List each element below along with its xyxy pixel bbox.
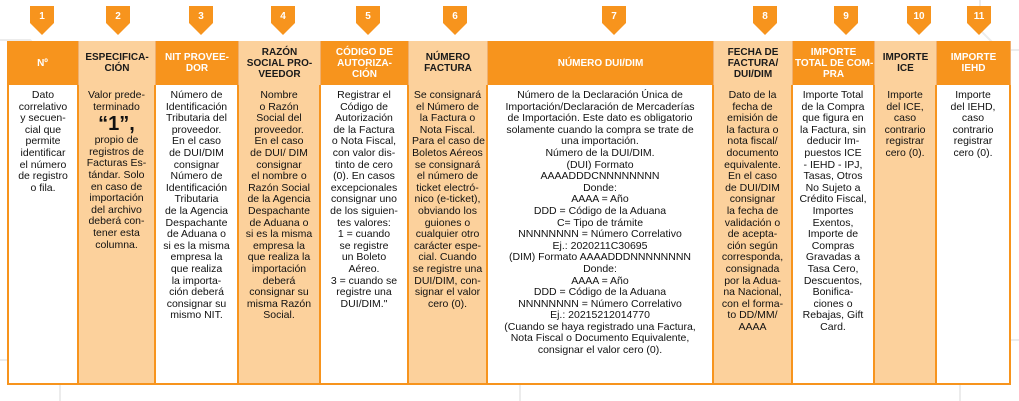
description-line: o fila. [30,181,56,194]
marker-arrow-icon [105,6,131,36]
description-line: solamente cuando la compra se trate de [506,123,694,136]
description-line: Importes [812,204,854,217]
description-line: Nota Fiscal. [419,123,476,136]
description-line: Social. [263,309,295,322]
header-cell: NÚMERO DUI/DIM [488,41,714,85]
description-line: Donde: [583,262,617,275]
description-line: 3 = cuando se [330,274,398,287]
column-description [409,85,488,385]
description-line: excepcionales [330,181,398,194]
description-line: nota fiscal/ [727,135,778,148]
description-line: Importación/Declaración de Mercaderías [505,100,695,113]
description-line: proveedor. [254,123,304,136]
description-line: C= Tipo de trámite [556,216,644,229]
description-line: consignar el valor cero (0). [537,344,663,357]
header-cell: IMPORTE TOTAL DE COM- PRA [793,41,875,85]
description-line: registrar [885,135,925,148]
header-cell: IMPORTE IEHD [937,41,1011,85]
description-line: del archivo [91,203,142,216]
description-line: emisión de [727,112,778,125]
description-line: la fecha de [726,204,779,217]
marker-arrow-icon [188,6,214,36]
description-line: ciones o [813,297,853,310]
description-line: cero (0). [953,146,993,159]
description-line: (0). En casos [333,170,395,183]
description-line: caso [961,112,985,125]
description-line: consignar su [166,297,227,310]
description-line: DUI/DIM, con- [414,274,481,287]
description-line: mismo NIT. [170,309,223,322]
description-line: de la Compra [801,100,865,113]
marker-arrow-icon [270,6,296,36]
description-line: na Nacional, [723,286,782,299]
description-line: la importa- [171,274,222,287]
marker-arrow-icon [355,6,381,36]
column-description [488,85,714,385]
description-line: Donde: [583,181,617,194]
description-line: NNNNNNNN = Número Correlativo [518,297,682,310]
marker-number: 6 [452,11,458,22]
description-line: de la Agencia [164,204,229,217]
description-line: Rebajas, Gift [802,309,864,322]
description-line: columna. [95,238,138,251]
column-description [156,85,239,385]
marker-number: 3 [198,11,204,22]
header-cell: NÚMERO FACTURA [409,41,488,85]
description-line: 1 = cuando [337,228,391,241]
description-line: Gravadas a [805,251,861,264]
description-line: permite [25,135,61,148]
description-line: consignar [256,158,302,171]
description-line: Descuentos, [803,274,863,287]
description-line: deberá con- [88,215,145,228]
description-line: Número de [170,170,223,183]
description-line: AAAA = Año [571,274,629,287]
description-line: importación [89,192,144,205]
description-line: la Factura, sin [800,123,866,136]
description-line: se registre una [412,262,483,275]
description-line: propio de [94,134,139,147]
description-line: cero (0). [427,297,468,310]
column-description [875,85,937,385]
description-line: se consignará [414,158,481,171]
description-line: de Aduana o [167,228,226,241]
description-line: Identificación [165,100,228,113]
description-line: signar el valor [414,286,481,299]
column-description [937,85,1011,385]
description-line: En el caso [254,135,304,148]
description-line: obviando los [418,204,477,217]
description-line: registrar [953,135,993,148]
header-cell: CÓDIGO DE AUTORIZA- CIÓN [321,41,409,85]
table-row [7,85,1011,385]
description-line: - IEHD - IPJ, [803,158,863,171]
description-line: (DIM) Formato AAAADDDNNNNNNNN [508,251,691,264]
description-line: contrario [952,123,994,136]
description-line: un Boleto [341,251,387,264]
description-line: deducir Im- [806,135,860,148]
marker-number: 10 [913,11,925,22]
description-line: puestos ICE [804,146,862,159]
description-line: Exentos, [812,216,854,229]
description-line: Autorización [335,112,393,125]
description-line: Identificación [165,181,228,194]
description-line: registre una [336,286,392,299]
description-line: AAAA = Año [571,193,629,206]
description-line: que realiza [170,262,223,275]
description-line: Razón Social [248,181,310,194]
description-line: con el forma- [721,297,784,310]
table-header-row [7,41,1011,85]
description-line: se registre [339,239,389,252]
column-description [239,85,321,385]
description-line: consignar su [249,286,309,299]
description-line: y secuen- [20,112,66,125]
description-line: contrario [884,123,926,136]
description-line: to DD/MM/ [727,309,778,322]
description-line: AAAA [738,320,767,333]
description-line: tener esta [93,226,140,239]
description-line: guiones o [424,216,471,229]
description-line: Importe Total [802,89,864,101]
description-line: de DUI/ DIM [250,146,308,159]
description-line: Para el caso de [412,135,485,148]
column-description [793,85,875,385]
description-line: cero (0). [885,146,925,159]
description-line: Nombre [260,89,298,101]
description-line: consignar [173,158,220,171]
description-line: si es la misma [163,239,230,252]
description-line: con valor dis- [332,146,396,159]
description-line: ticket electró- [416,181,479,194]
description-line: (Cuando se haya registrado una Factura, [504,320,696,333]
column-description [714,85,793,385]
description-line: Card. [820,320,846,333]
description-line: validación o [724,216,781,229]
description-line: Social del [256,112,302,125]
description-line: Ej.: 2020211C30695 [552,239,648,252]
marker-arrow-icon [601,6,627,36]
description-line: fecha de [732,100,773,113]
description-line: proveedor. [171,123,222,136]
description-line: Registrar el [337,89,391,101]
description-line: empresa la [170,251,223,264]
description-line: Número de la Declaración Única de [517,89,683,101]
description-line: cial. Cuando [418,251,477,264]
purchase-register-spec-table [7,41,1011,385]
marker-number: 7 [611,11,617,22]
description-line: Importe [955,89,991,101]
description-line: Se consignará [413,89,482,101]
description-line: cial que [24,123,62,136]
description-line: de DUI/DIM [725,181,780,194]
description-line: ción según [727,239,778,252]
description-line: caso [893,112,917,125]
description-line: del IEHD, [950,100,996,113]
description-line: o Nota Fiscal, [331,135,397,148]
marker-number: 2 [115,11,121,22]
description-line: DDD = Código de la Aduana [533,204,667,217]
description-line: Dato [31,89,55,101]
description-line: NNNNNNNN = Número Correlativo [518,228,682,241]
description-line: Código de [340,100,388,113]
marker-number: 1 [39,11,45,22]
description-line: consignada [725,262,780,275]
description-line: el Número de [415,100,480,113]
description-line: de Importación. Este dato es obligatorio [507,112,693,125]
description-line: Despachante [248,204,310,217]
description-line: (DUI) Formato [566,158,634,171]
description-line: Número de la DUI/DIM. [545,146,655,159]
description-line: nico (e-ticket), [414,193,481,206]
description-line: corresponda, [721,251,784,264]
description-line: de la Factura [333,123,395,136]
description-line: la Factura o [419,112,476,125]
default-value: “1”, [98,113,135,136]
description-line: Tributaria [174,193,219,206]
description-line: Compras [811,239,855,252]
description-line: Número de [170,89,223,101]
description-line: una importación. [561,135,639,148]
description-line: Tasa Cero, [807,262,859,275]
description-line: Boletos Aéreos [412,146,483,159]
marker-number: 5 [365,11,371,22]
description-line: empresa la [253,239,305,252]
description-line: Dato de la [728,89,777,101]
marker-number: 9 [843,11,849,22]
column-description [321,85,409,385]
marker-arrow-icon [833,6,859,36]
header-cell: ESPECIFICA- CIÓN [79,41,156,85]
description-line: consignar uno [331,193,397,206]
description-line: Importe de [807,228,859,241]
description-line: Importe [887,89,923,101]
description-line: Ej.: 20215212014770 [550,309,650,322]
description-line: de la Agencia [247,193,311,206]
description-line: identificar [20,146,66,159]
marker-arrow-icon [442,6,468,36]
marker-number: 8 [762,11,768,22]
marker-arrow-icon [906,6,932,36]
description-line: equivalente. [724,158,781,171]
description-line: Facturas Es- [86,157,147,170]
description-line: tes valores: [337,216,391,229]
description-line: No Sujeto a [805,181,861,194]
description-line: cualquier otro [415,228,480,241]
description-line: carácter espe- [413,239,482,252]
column-description [79,85,156,385]
description-line: registros de [89,145,144,158]
description-line: deberá [262,274,296,287]
description-line: tándar. Solo [88,168,145,181]
description-line: o Razón [259,100,299,113]
header-cell: NIT PROVEE- DOR [156,41,239,85]
description-line: correlativo [18,100,68,113]
marker-arrow-icon [29,6,55,36]
column-number-markers [0,0,1019,41]
description-line: Bonifica- [812,286,854,299]
description-line: si es la misma [245,228,313,241]
description-line: tinto de cero [335,158,393,171]
description-line: consignar [729,193,776,206]
marker-arrow-icon [752,6,778,36]
description-line: documento [726,146,779,159]
description-line: AAAADDDCNNNNNNNN [540,170,660,183]
description-line: de Aduana o [249,216,309,229]
description-line: la factura o [726,123,779,136]
header-cell: IMPORTE ICE [875,41,937,85]
description-line: el número [19,158,67,171]
description-line: de registro [18,170,68,183]
description-line: ción deberá [169,286,224,299]
description-line: el nombre o [251,170,307,183]
marker-arrow-icon [966,6,992,36]
description-line: DUI/DIM." [340,297,388,310]
header-cell: Nº [7,41,79,85]
description-line: terminado [93,100,140,113]
description-line: Despachante [165,216,228,229]
description-line: en caso de [90,180,143,193]
description-line: En el caso [727,170,778,183]
description-line: Tasas, Otros [803,170,863,183]
description-line: el número de [416,170,479,183]
description-line: Valor prede- [87,89,145,101]
description-line: del ICE, [886,100,924,113]
description-line: Crédito Fiscal, [799,193,867,206]
description-line: de DUI/DIM [169,146,224,159]
description-line: por la Adua- [724,274,781,287]
description-line: que realiza la [247,251,311,264]
description-line: misma Razón [246,297,312,310]
description-line: Aéreo. [348,262,380,275]
description-line: de los siguien- [330,204,398,217]
description-line: Nota Fiscal o Documento Equivalente, [510,332,690,345]
description-line: Tributaria del [166,112,227,125]
description-line: DDD = Código de la Aduana [533,286,667,299]
header-cell: RAZÓN SOCIAL PRO- VEEDOR [239,41,321,85]
description-line: de acepta- [727,228,778,241]
marker-number: 4 [280,11,286,22]
description-line: que figura en [802,112,864,125]
header-cell: FECHA DE FACTURA/ DUI/DIM [714,41,793,85]
description-line: En el caso [171,135,222,148]
description-line: importación [251,262,307,275]
column-description [7,85,79,385]
marker-number: 11 [973,11,985,22]
